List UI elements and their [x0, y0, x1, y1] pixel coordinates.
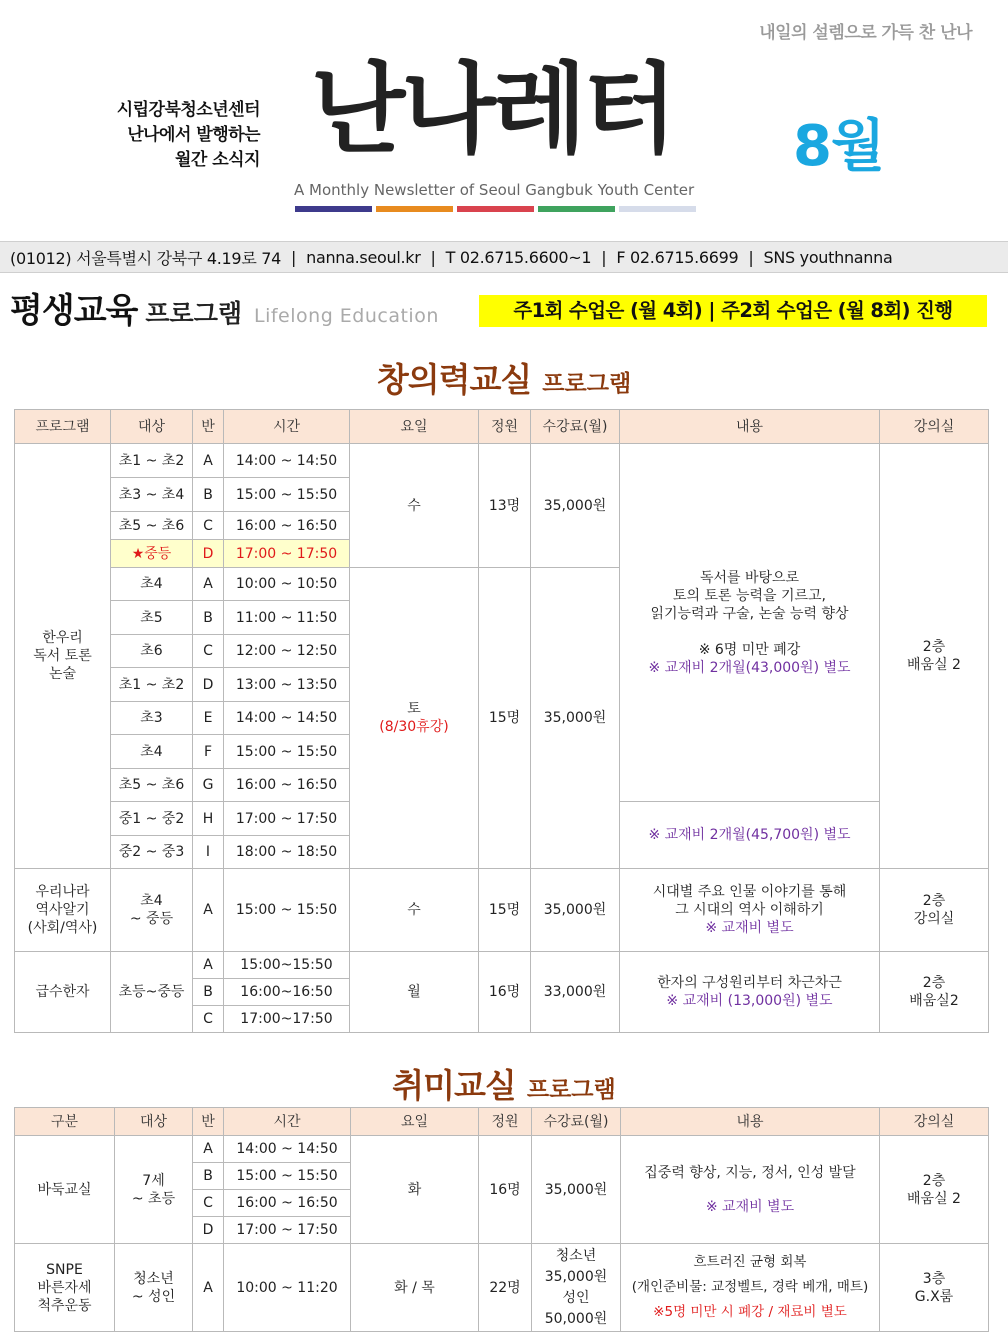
- publisher-line: 난나에서 발행하는: [127, 125, 260, 145]
- content-note-2: ※ 교재비 2개월(45,700원) 별도: [620, 802, 880, 869]
- publisher-description: [100, 98, 260, 173]
- section-title: [10, 283, 439, 332]
- creative-program-label: 프로그램: [542, 371, 632, 397]
- time-cell: 16:00 ~ 16:50: [224, 1190, 351, 1217]
- capacity-cell: 13명: [479, 444, 531, 568]
- time-cell: 14:00 ~ 14:50: [224, 1136, 351, 1163]
- table-row: [15, 952, 989, 979]
- time-cell: 10:00 ~ 10:50: [224, 568, 350, 601]
- publisher-line: 월간 소식지: [174, 150, 260, 170]
- time-cell: 16:00 ~ 16:50: [224, 769, 350, 802]
- column-header: 반: [193, 410, 224, 444]
- content-text: 집중력 향상, 지능, 정서, 인성 발달: [644, 1164, 856, 1181]
- room-cell: 2층 강의실: [880, 869, 989, 952]
- table-header-row: [15, 410, 989, 444]
- class-cell: G: [193, 769, 224, 802]
- content-text: 시대별 주요 인물 이야기를 통해 그 시대의 역사 이해하기: [652, 884, 847, 918]
- content-note: ※ 교재비 2개월(43,000원) 별도: [648, 659, 851, 676]
- class-cell: B: [193, 979, 224, 1006]
- class-cell: C: [193, 635, 224, 668]
- creative-table: [14, 409, 989, 1033]
- content-cell: [621, 1136, 880, 1244]
- time-cell: 14:00 ~ 14:50: [224, 702, 350, 735]
- content-text: 독서를 바탕으로 토의 토론 능력을 기르고, 읽기능력과 구술, 논술 능력 향상 ※ 6명 미만 폐강: [650, 569, 849, 658]
- color-bar: [376, 206, 453, 212]
- fee-cell: 35,000원: [532, 1136, 621, 1244]
- website[interactable]: nanna.seoul.kr: [306, 247, 421, 267]
- day-cell: [350, 568, 479, 869]
- day-cell: 수: [350, 869, 479, 952]
- day-cell: 화: [351, 1136, 479, 1244]
- color-bars: [295, 206, 696, 212]
- class-cell: B: [193, 601, 224, 635]
- time-cell: 17:00 ~ 17:50: [224, 1217, 351, 1244]
- class-cell: A: [193, 869, 224, 952]
- column-header: 내용: [620, 410, 880, 444]
- column-header: 프로그램: [15, 410, 111, 444]
- class-cell: I: [193, 836, 224, 869]
- separator: |: [601, 247, 607, 267]
- time-cell: 18:00 ~ 18:50: [224, 836, 350, 869]
- target-cell: 중1 ~ 중2: [111, 802, 193, 836]
- content-text: 흐트러진 균형 회복 (개인준비물: 교정벨트, 경락 베개, 매트): [631, 1254, 869, 1295]
- color-bar: [538, 206, 615, 212]
- day-cell: 월: [350, 952, 479, 1033]
- class-cell: C: [193, 512, 224, 540]
- separator: |: [748, 247, 754, 267]
- color-bar: [619, 206, 696, 212]
- target-cell: 초1 ~ 초2: [111, 444, 193, 478]
- issue-month: 8월: [793, 114, 885, 179]
- color-bar: [295, 206, 372, 212]
- fee-cell: 청소년 35,000원 성인 50,000원: [532, 1244, 621, 1332]
- day-note: (8/30휴강): [379, 719, 449, 735]
- content-note: ※ 교재비 (13,000원) 별도: [666, 993, 833, 1009]
- target-cell: 중2 ~ 중3: [111, 836, 193, 869]
- section-heading: 평생교육: [10, 291, 138, 331]
- column-header: 수강료(월): [531, 410, 620, 444]
- table-row: [15, 869, 989, 952]
- separator: |: [291, 247, 297, 267]
- slogan: 내일의 설렘으로 가득 찬 난나: [759, 23, 972, 43]
- content-note: ※5명 미만 시 폐강 / 재료비 별도: [653, 1304, 847, 1320]
- program-name: 바둑교실: [15, 1136, 115, 1244]
- class-cell: A: [193, 568, 224, 601]
- time-cell: 17:00 ~ 17:50: [224, 802, 350, 836]
- program-name: 우리나라 역사알기 (사회/역사): [15, 869, 111, 952]
- target-cell: 초4: [111, 568, 193, 601]
- creative-heading: 창의력교실: [376, 360, 532, 399]
- class-cell: A: [193, 952, 224, 979]
- program-name: 급수한자: [15, 952, 111, 1033]
- column-header: 대상: [115, 1108, 193, 1136]
- hobby-table: [14, 1107, 989, 1332]
- column-header: 시간: [224, 410, 350, 444]
- time-cell: 17:00 ~ 17:50: [224, 540, 350, 568]
- separator: |: [430, 247, 436, 267]
- time-cell: 15:00 ~ 15:50: [224, 869, 350, 952]
- target-cell: 초6: [111, 635, 193, 668]
- class-cell: B: [193, 1163, 224, 1190]
- class-cell: A: [193, 1244, 224, 1332]
- class-cell: A: [193, 1136, 224, 1163]
- content-note: ※ 교재비 별도: [705, 1198, 795, 1215]
- class-cell: D: [193, 1217, 224, 1244]
- column-header: 수강료(월): [532, 1108, 621, 1136]
- content-cell: [620, 869, 880, 952]
- column-header: 시간: [224, 1108, 351, 1136]
- day-cell: 화 / 목: [351, 1244, 479, 1332]
- target-cell: 청소년 ~ 성인: [115, 1244, 193, 1332]
- hobby-program-label: 프로그램: [526, 1077, 616, 1103]
- time-cell: 15:00 ~ 15:50: [224, 735, 350, 769]
- room-cell: 2층 배움실 2: [880, 1136, 989, 1244]
- target-cell: 초4 ~ 중등: [111, 869, 193, 952]
- table-row: [15, 1136, 989, 1163]
- content-cell: [620, 952, 880, 1033]
- room-cell: 2층 배움실 2: [880, 444, 989, 869]
- class-cell: B: [193, 478, 224, 512]
- class-cell: H: [193, 802, 224, 836]
- color-bar: [457, 206, 534, 212]
- content-cell: [620, 444, 880, 802]
- fee-cell: 35,000원: [531, 568, 620, 869]
- time-cell: 17:00~17:50: [224, 1006, 350, 1033]
- time-cell: 16:00~16:50: [224, 979, 350, 1006]
- hobby-title: [0, 1060, 1008, 1107]
- column-header: 요일: [351, 1108, 479, 1136]
- capacity-cell: 16명: [479, 1136, 532, 1244]
- section-english: Lifelong Education: [254, 305, 439, 327]
- program-name: 한우리 독서 토론 논술: [15, 444, 111, 869]
- day-cell: 수: [350, 444, 479, 568]
- fee-cell: 35,000원: [531, 869, 620, 952]
- phone: T 02.6715.6600~1: [445, 247, 592, 267]
- table-row: [15, 444, 989, 478]
- time-cell: 12:00 ~ 12:50: [224, 635, 350, 668]
- publisher-line: 시립강북청소년센터: [116, 100, 260, 120]
- contact-bar: [0, 241, 1008, 273]
- column-header: 구분: [15, 1108, 115, 1136]
- time-cell: 10:00 ~ 11:20: [224, 1244, 351, 1332]
- fee-cell: 33,000원: [531, 952, 620, 1033]
- column-header: 정원: [479, 410, 531, 444]
- program-name: SNPE 바른자세 척추운동: [15, 1244, 115, 1332]
- time-cell: 15:00 ~ 15:50: [224, 1163, 351, 1190]
- column-header: 대상: [111, 410, 193, 444]
- target-cell: 초5 ~ 초6: [111, 769, 193, 802]
- section-program-label: 프로그램: [145, 299, 242, 328]
- target-cell: 초5 ~ 초6: [111, 512, 193, 540]
- target-cell: 초1 ~ 초2: [111, 668, 193, 702]
- address: (01012) 서울특별시 강북구 4.19로 74: [10, 248, 282, 268]
- content-text: 한자의 구성원리부터 차근차근: [657, 975, 842, 991]
- hobby-heading: 취미교실: [392, 1066, 516, 1105]
- fee-cell: 35,000원: [531, 444, 620, 568]
- schedule-notice: 주1회 수업은 (월 4회) | 주2회 수업은 (월 8회) 진행: [479, 295, 987, 327]
- capacity-cell: 15명: [479, 568, 531, 869]
- target-cell: 7세 ~ 초등: [115, 1136, 193, 1244]
- content-note: ※ 교재비 별도: [705, 920, 794, 936]
- target-cell: 초3 ~ 초4: [111, 478, 193, 512]
- time-cell: 15:00 ~ 15:50: [224, 478, 350, 512]
- time-cell: 11:00 ~ 11:50: [224, 601, 350, 635]
- class-cell: D: [193, 668, 224, 702]
- target-cell: 초5: [111, 601, 193, 635]
- table-header-row: [15, 1108, 989, 1136]
- fax: F 02.6715.6699: [616, 247, 739, 267]
- room-cell: 2층 배움실2: [880, 952, 989, 1033]
- class-cell: F: [193, 735, 224, 769]
- class-cell: C: [193, 1006, 224, 1033]
- class-cell: D: [193, 540, 224, 568]
- newsletter-title: 난나레터: [310, 53, 674, 167]
- time-cell: 15:00~15:50: [224, 952, 350, 979]
- column-header: 내용: [621, 1108, 880, 1136]
- column-header: 반: [193, 1108, 224, 1136]
- room-cell: 3층 G.X룸: [880, 1244, 989, 1332]
- capacity-cell: 16명: [479, 952, 531, 1033]
- target-cell: 초등~중등: [111, 952, 193, 1033]
- target-cell: 초4: [111, 735, 193, 769]
- sns: SNS youthnanna: [763, 247, 893, 267]
- creative-title: [0, 354, 1008, 401]
- column-header: 정원: [479, 1108, 532, 1136]
- column-header: 강의실: [880, 1108, 989, 1136]
- content-cell: [621, 1244, 880, 1332]
- column-header: 강의실: [880, 410, 989, 444]
- capacity-cell: 15명: [479, 869, 531, 952]
- column-header: 요일: [350, 410, 479, 444]
- target-cell: 초3: [111, 702, 193, 735]
- time-cell: 16:00 ~ 16:50: [224, 512, 350, 540]
- time-cell: 14:00 ~ 14:50: [224, 444, 350, 478]
- capacity-cell: 22명: [479, 1244, 532, 1332]
- class-cell: C: [193, 1190, 224, 1217]
- day-text: 토: [407, 701, 421, 717]
- table-row: [15, 1244, 989, 1332]
- time-cell: 13:00 ~ 13:50: [224, 668, 350, 702]
- class-cell: E: [193, 702, 224, 735]
- newsletter-subtitle: A Monthly Newsletter of Seoul Gangbuk Youth Center: [294, 181, 695, 199]
- class-cell: A: [193, 444, 224, 478]
- target-cell: ★중등: [111, 540, 193, 568]
